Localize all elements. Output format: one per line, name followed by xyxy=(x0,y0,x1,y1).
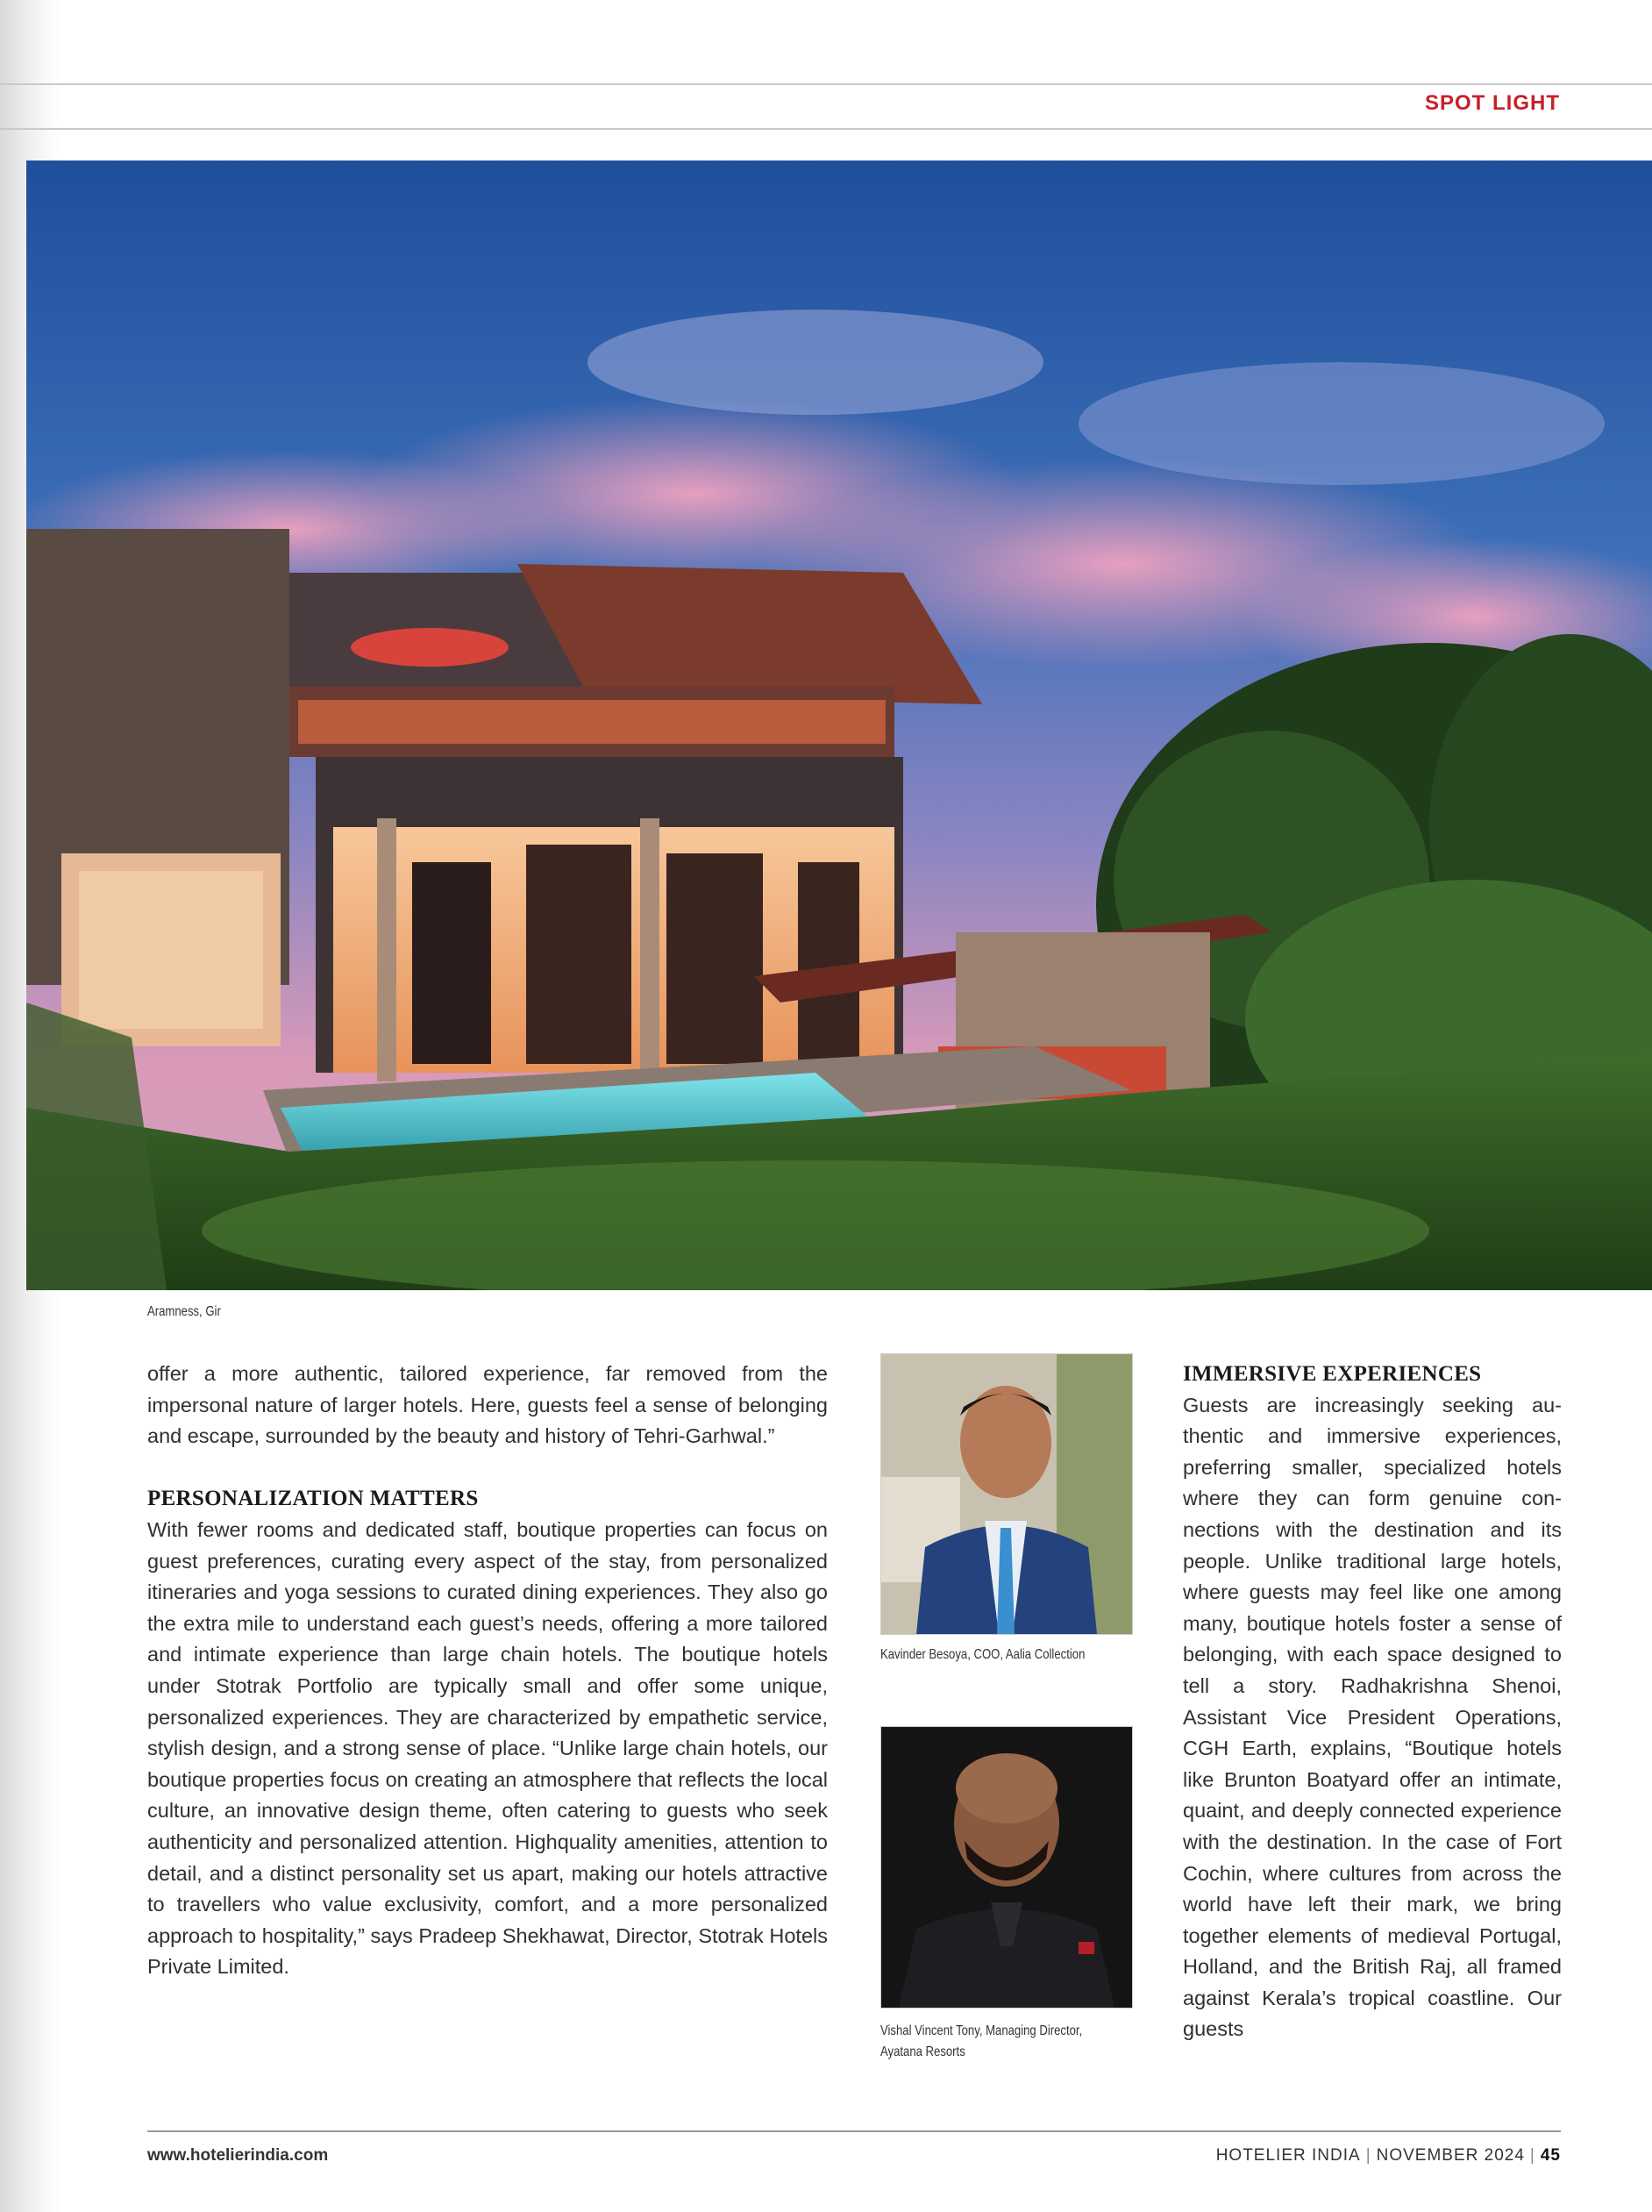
top-rule xyxy=(0,83,1652,85)
portrait-caption-2 xyxy=(880,2021,1096,2063)
footer-rule xyxy=(147,2130,1561,2132)
villa-illustration xyxy=(26,161,1652,1290)
hero-photo xyxy=(26,161,1652,1290)
portrait-caption-2-text: Vishal Vincent Tony, Managing Director, Ayatana Resorts xyxy=(880,2023,1083,2059)
immersive-paragraph: Guests are increasingly seeking authentic and immersive experiences, preferring smaller, specialized hotels where they can form genuine connections with the destination and its people. Unlike traditional large hotels, where guests may feel like one among many, boutique hotels foster a sense of belonging, with each space designed to tell a story. Radhakrishna Shenoi, Assistant Vice President Operations, CGH Earth, explains, “Boutique hotels like Brunton Boatyard offer an intimate, quaint, and deeply connected experience with the destination. In the case of Fort Cochin, where cultures from across the world have left their mark, we bring together elements of medieval Portugal, Holland, and the British Raj, all framed against Kerala’s tropical coastline. Our guests xyxy=(1183,1393,1562,2041)
footer-publication-info xyxy=(1216,2146,1561,2166)
left-column xyxy=(147,1359,828,1983)
footer-separator: | xyxy=(1529,2146,1535,2165)
footer-issue: NOVEMBER 2024 xyxy=(1376,2146,1525,2165)
portrait-caption-1: Kavinder Besoya, COO, Aalia Collection xyxy=(880,1647,1086,1662)
header-rule xyxy=(0,128,1652,130)
footer-publication: HOTELIER INDIA xyxy=(1215,2146,1361,2165)
portrait-vishal-vincent-tony xyxy=(880,1726,1133,2009)
personalization-paragraph: With fewer rooms and dedicated staff, boutique properties can focus on guest preferences, curating every aspect of the stay, from personalized itineraries and yoga sessions to curated dining experiences. They also go the extra mile to understand each guest’s needs, offering a more tailored and intimate experience than large chain hotels. The boutique hotels under Stotrak Portfolio are typically small and offer some unique, personalized experiences. They are characterized by empathetic service, stylish design, and a strong sense of place. “Unlike large chain hotels, our boutique properties focus on creating an atmosphere that reflects the local culture, an innovative design theme, often catering to guests who seek authenticity and personalized attention. Highquality amenities, attention to detail, and a distinct personality set us apart, making our hotels attractive to travellers who value exclusivity, comfort, and a more personalized approach to hospitality,” says Pradeep Shekhawat, Director, Stotrak Hotels Private Limited. xyxy=(147,1517,828,1979)
hero-caption: Aramness, Gir xyxy=(147,1304,221,1319)
right-column xyxy=(1183,1359,1562,2078)
footer-separator: | xyxy=(1365,2146,1371,2165)
portrait-photo xyxy=(881,1727,1132,2008)
heading-personalization: PERSONALIZATION MATTERS xyxy=(147,1487,479,1511)
portrait-kavinder-besoya xyxy=(880,1353,1133,1635)
heading-immersive: IMMERSIVE EXPERIENCES xyxy=(1183,1362,1482,1386)
intro-paragraph: offer a more authentic, tailored experience, far removed from the impersonal nature of larger hotels. Here, guests feel a sense of belonging and escape, surrounded by the beauty and history of Tehri-Garhwal.” xyxy=(147,1362,828,1448)
section-label: SPOT LIGHT xyxy=(1425,91,1560,115)
footer-website: www.hotelierindia.com xyxy=(147,2146,329,2165)
page-number: 45 xyxy=(1540,2146,1561,2165)
portrait-photo xyxy=(881,1354,1132,1634)
paragraph-gap xyxy=(147,1452,828,1484)
